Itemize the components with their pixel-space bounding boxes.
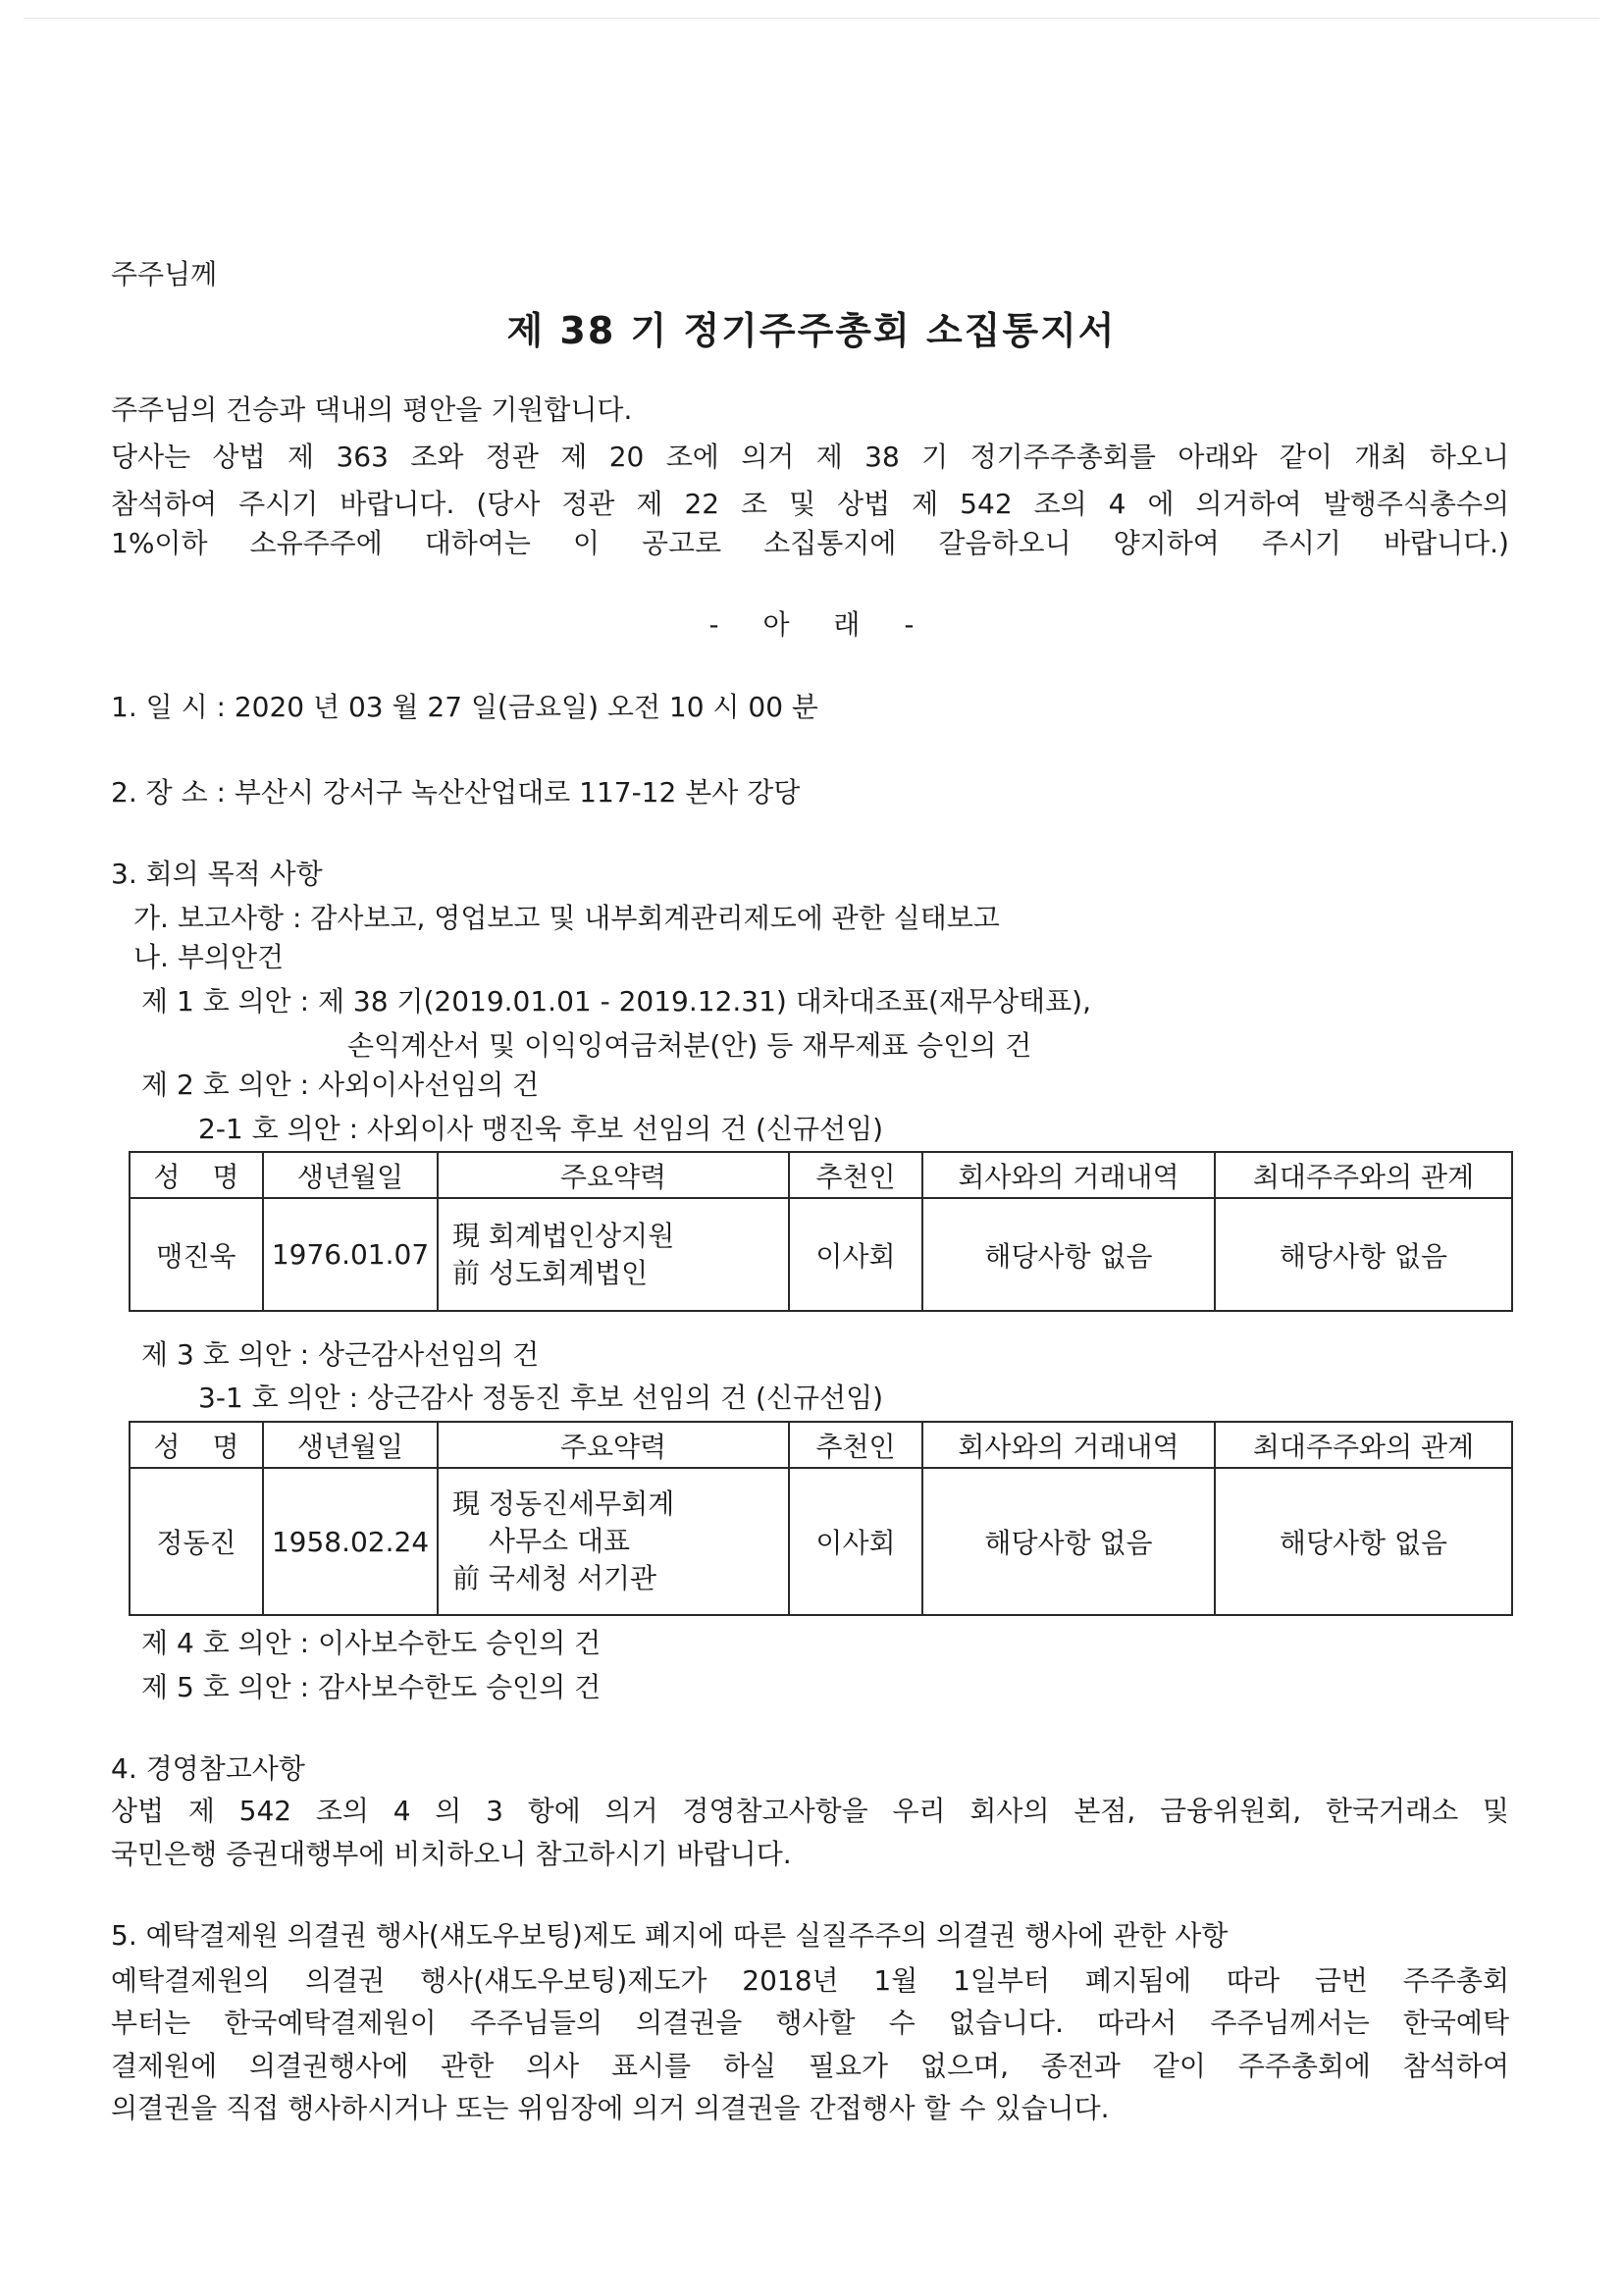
career-current: 現 정동진세무회계 [452,1487,675,1520]
candidate-recommender: 이사회 [789,1468,922,1615]
agenda-heading: 3. 회의 목적 사항 [111,858,323,890]
candidate-table-outside-director [129,1151,1513,1312]
agenda-3-1: 3-1 호 의안 : 상근감사 정동진 후보 선임의 건 (신규선임) [198,1382,884,1414]
career-former: 前 국세청 서기관 [452,1562,657,1594]
management-reference-heading: 4. 경영참고사항 [111,1752,305,1785]
header-transactions: 회사와의 거래내역 [922,1152,1215,1198]
report-items: 가. 보고사항 : 감사보고, 영업보고 및 내부회계관리제도에 관한 실태보고 [133,902,1000,934]
candidate-relation: 해당사항 없음 [1215,1198,1512,1311]
table-row [130,1468,1512,1615]
career-current: 現 회계법인상지원 [452,1219,675,1252]
candidate-relation: 해당사항 없음 [1215,1468,1512,1615]
candidate-recommender: 이사회 [789,1198,922,1311]
header-name: 성 명 [130,1422,263,1468]
header-recommender: 추천인 [789,1422,922,1468]
management-reference-line-1: 상법 제 542 조의 4 의 3 항에 의거 경영참고사항을 우리 회사의 본점, 금융위원회, 한국거래소 및 [111,1795,1509,1827]
greeting: 주주님께 [111,258,218,290]
resolution-items-heading: 나. 부의안건 [133,941,285,973]
candidate-name: 맹진욱 [130,1198,263,1311]
table-row [130,1198,1512,1311]
shadow-voting-line-3: 결제원에 의결권행사에 관한 의사 표시를 하실 필요가 없으며, 종전과 같이 주주총회에 참석하여 [111,2050,1509,2082]
agenda-5: 제 5 호 의안 : 감사보수한도 승인의 건 [141,1671,602,1703]
intro-line-3: 참석하여 주시기 바랍니다. (당사 정관 제 22 조 및 상법 제 542 조의 4 에 의거하여 발행주식총수의 [111,488,1509,520]
agenda-4: 제 4 호 의안 : 이사보수한도 승인의 건 [141,1627,602,1659]
agenda-2: 제 2 호 의안 : 사외이사선임의 건 [141,1069,540,1101]
table-header-row [130,1152,1512,1198]
scan-top-edge [24,18,1599,19]
header-name: 성 명 [130,1152,263,1198]
candidate-transactions: 해당사항 없음 [922,1468,1215,1615]
management-reference-line-2: 국민은행 증권대행부에 비치하오니 참고하시기 바랍니다. [111,1838,792,1870]
agenda-1-line-1: 제 1 호 의안 : 제 38 기(2019.01.01 - 2019.12.31) 대차대조표(재무상태표), [141,985,1091,1018]
career-former: 前 성도회계법인 [452,1256,649,1289]
shadow-voting-line-1: 예탁결제원의 의결권 행사(섀도우보팅)제도가 2018년 1월 1일부터 폐지됨에 따라 금번 주주총회 [111,1964,1509,1997]
header-birth: 생년월일 [263,1152,438,1198]
intro-line-4: 1%이하 소유주주에 대하여는 이 공고로 소집통지에 갈음하오니 양지하여 주시기 바랍니다.) [111,527,1509,559]
intro-line-1: 주주님의 건승과 댁내의 평안을 기원합니다. [111,393,633,426]
career-current-cont: 사무소 대표 [452,1525,631,1557]
shadow-voting-heading: 5. 예탁결제원 의결권 행사(섀도우보팅)제도 폐지에 따른 실질주주의 의결권 행사에 관한 사항 [111,1919,1229,1952]
document-title: 제 38 기 정기주주총회 소집통지서 [506,309,1117,352]
shadow-voting-line-4: 의결권을 직접 행사하시거나 또는 위임장에 의거 의결권을 간접행사 할 수 있습니다. [111,2092,1110,2124]
candidate-name: 정동진 [130,1468,263,1615]
header-career: 주요약력 [438,1422,789,1468]
header-career: 주요약력 [438,1152,789,1198]
candidate-career [438,1198,789,1311]
agenda-1-line-2: 손익계산서 및 이익잉여금처분(안) 등 재무제표 승인의 건 [347,1029,1032,1062]
candidate-table-auditor [129,1421,1513,1616]
notice-heading: - 아 래 - [708,608,915,641]
header-recommender: 추천인 [789,1152,922,1198]
candidate-birth: 1976.01.07 [263,1198,438,1311]
header-transactions: 회사와의 거래내역 [922,1422,1215,1468]
agenda-3: 제 3 호 의안 : 상근감사선임의 건 [141,1338,540,1371]
table-header-row [130,1422,1512,1468]
header-relation: 최대주주와의 관계 [1215,1422,1512,1468]
header-birth: 생년월일 [263,1422,438,1468]
header-relation: 최대주주와의 관계 [1215,1152,1512,1198]
candidate-career [438,1468,789,1615]
agenda-2-1: 2-1 호 의안 : 사외이사 맹진욱 후보 선임의 건 (신규선임) [198,1113,884,1145]
shadow-voting-line-2: 부터는 한국예탁결제원이 주주님들의 의결권을 행사할 수 없습니다. 따라서 주주님께서는 한국예탁 [111,2007,1509,2039]
item-venue: 2. 장 소 : 부산시 강서구 녹산산업대로 117-12 본사 강당 [111,776,801,809]
intro-line-2: 당사는 상법 제 363 조와 정관 제 20 조에 의거 제 38 기 정기주주총회를 아래와 같이 개최 하오니 [111,441,1509,473]
candidate-transactions: 해당사항 없음 [922,1198,1215,1311]
candidate-birth: 1958.02.24 [263,1468,438,1615]
item-date-time: 1. 일 시 : 2020 년 03 월 27 일(금요일) 오전 10 시 00 분 [111,691,818,723]
